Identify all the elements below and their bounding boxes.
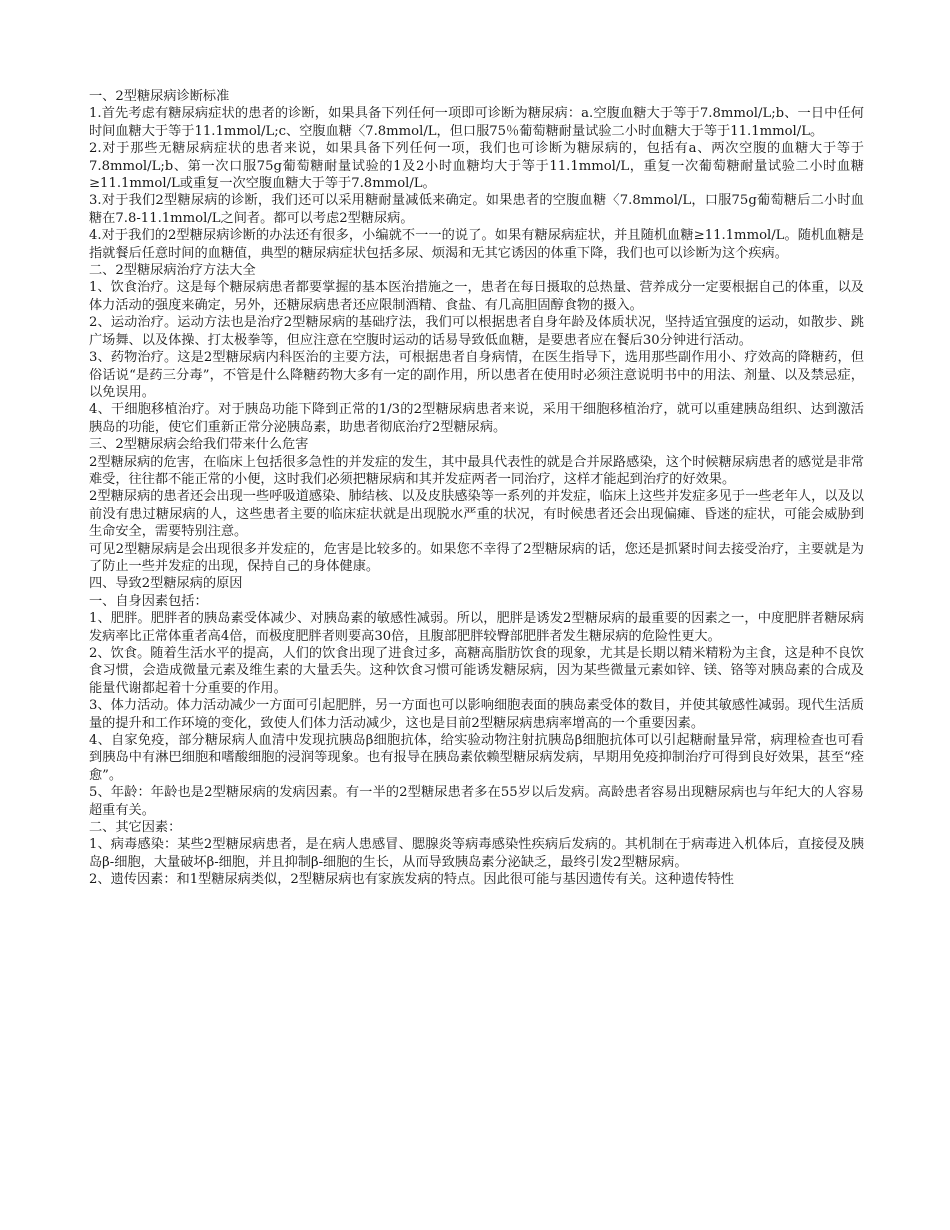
paragraph: 1、病毒感染：某些2型糖尿病患者，是在病人患感冒、腮腺炎等病毒感染性疾病后发病的。其机制在于病毒进入机体后，直接侵及胰岛β-细胞，大量破坏β-细胞，并且抑制β-细胞的生长，从而导致胰岛素分泌缺乏，最终引发2型糖尿病。 (89, 837, 864, 870)
paragraph: 4、自家免疫，部分糖尿病人血清中发现抗胰岛β细胞抗体，给实验动物注射抗胰岛β细胞抗体可以引起糖耐量异常，病理检查也可看到胰岛中有淋巴细胞和嗜酸细胞的浸润等现象。也有报导在胰岛素依赖型糖尿病发病，早期用免疫抑制治疗可得到良好效果，甚至“痊愈”。 (89, 733, 864, 783)
paragraph: 1、肥胖。肥胖者的胰岛素受体减少、对胰岛素的敏感性减弱。所以，肥胖是诱发2型糖尿病的最重要的因素之一，中度肥胖者糖尿病发病率比正常体重者高4倍，而极度肥胖者则要高30倍，且腹部肥胖较臀部肥胖者发生糖尿病的危险性更大。 (89, 611, 864, 644)
paragraph: 4、干细胞移植治疗。对于胰岛功能下降到正常的1/3的2型糖尿病患者来说，采用干细胞移植治疗，就可以重建胰岛组织、达到激活胰岛的功能，使它们重新正常分泌胰岛素，助患者彻底治疗2型糖尿病。 (89, 402, 864, 435)
paragraph: 2、饮食。随着生活水平的提高，人们的饮食出现了进食过多，高糖高脂肪饮食的现象，尤其是长期以精米精粉为主食，这是种不良饮食习惯，会造成微量元素及维生素的大量丢失。这种饮食习惯可能诱发糖尿病，因为某些微量元素如锌、镁、铬等对胰岛素的合成及能量代谢都起着十分重要的作用。 (89, 646, 864, 696)
section-heading-harm: 三、2型糖尿病会给我们带来什么危害 (89, 437, 309, 453)
paragraph: 1、饮食治疗。这是每个糖尿病患者都要掌握的基本医治措施之一，患者在每日摄取的总热量、营养成分一定要根据自己的体重，以及体力活动的强度来确定，另外，还糖尿病患者还应限制酒精、食盐、有几高胆固醇食物的摄入。 (89, 280, 864, 313)
paragraph: 3.对于我们2型糖尿病的诊断，我们还可以采用糖耐量减低来确定。如果患者的空腹血糖〈7.8mmol/L，口服75g葡萄糖后二小时血糖在7.8-11.1mmol/L之间者。都可以考虑2型糖尿病。 (89, 193, 864, 226)
paragraph: 1.首先考虑有糖尿病症状的患者的诊断，如果具备下列任何一项即可诊断为糖尿病：a.空腹血糖大于等于7.8mmol/L;b、一日中任何时间血糖大于等于11.1mmol/L;c、空腹血糖〈7.8mmol/L，但口服75％葡萄糖耐量试验二小时血糖大于等于11.1mmol/L。 (89, 106, 864, 139)
subheading-self-factors: 一、自身因素包括： (89, 593, 208, 609)
paragraph: 2型糖尿病的危害，在临床上包括很多急性的并发症的发生，其中最具代表性的就是合并尿路感染，这个时候糖尿病患者的感觉是非常难受，往往都不能正常的小便，这时我们必须把糖尿病和其并发症两者一同治疗，这样才能起到治疗的好效果。 (89, 454, 864, 487)
paragraph: 2.对于那些无糖尿病症状的患者来说，如果具备下列任何一项，我们也可诊断为糖尿病的，包括有a、两次空腹的血糖大于等于7.8mmol/L;b、第一次口服75g葡萄糖耐量试验的1及2小时血糖均大于等于11.1mmol/L，重复一次葡萄糖耐量试验二小时血糖≥11.1mmol/L或重复一次空腹血糖大于等于7.8mmol/L。 (89, 141, 864, 192)
paragraph: 2型糖尿病的患者还会出现一些呼吸道感染、肺结核、以及皮肤感染等一系列的并发症，临床上这些并发症多见于一些老年人，以及以前没有患过糖尿病的人，这些患者主要的临床症状就是出现脱水严重的状况，有时候患者还会出现偏瘫、昏迷的症状，可能会威胁到生命安全，需要特别注意。 (89, 489, 864, 540)
paragraph: 可见2型糖尿病是会出现很多并发症的，危害是比较多的。如果您不幸得了2型糖尿病的话，您还是抓紧时间去接受治疗，主要就是为了防止一些并发症的出现，保持自己的身体健康。 (89, 541, 864, 574)
paragraph: 5、年龄：年龄也是2型糖尿病的发病因素。有一半的2型糖尿患者多在55岁以后发病。高龄患者容易出现糖尿病也与年纪大的人容易超重有关。 (89, 785, 864, 818)
paragraph: 2、遗传因素：和1型糖尿病类似，2型糖尿病也有家族发病的特点。因此很可能与基因遗传有关。这种遗传特性 (89, 872, 734, 888)
section-heading-diagnosis: 一、2型糖尿病诊断标准 (89, 89, 230, 104)
paragraph: 3、药物治疗。这是2型糖尿病内科医治的主要方法，可根据患者自身病情，在医生指导下，选用那些副作用小、疗效高的降糖药，但俗话说“是药三分毒”，不管是什么降糖药物大多有一定的副作用，所以患者在使用时必须注意说明书中的用法、剂量、以及禁忌症，以免误用。 (89, 350, 864, 400)
subheading-other-factors: 二、其它因素： (89, 820, 182, 836)
paragraph: 4.对于我们的2型糖尿病诊断的办法还有很多，小编就不一一的说了。如果有糖尿病症状，并且随机血糖≥11.1mmol/L。随机血糖是指就餐后任意时间的血糖值，典型的糖尿病症状包括多尿、烦渴和无其它诱因的体重下降，我们也可以诊断为这个疾病。 (89, 228, 864, 261)
section-heading-causes: 四、导致2型糖尿病的原因 (89, 576, 243, 592)
section-heading-treatment: 二、2型糖尿病治疗方法大全 (89, 263, 256, 279)
paragraph: 3、体力活动。体力活动减少一方面可引起肥胖，另一方面也可以影响细胞表面的胰岛素受体的数目，并使其敏感性减弱。现代生活质量的提升和工作环境的变化，致使人们体力活动减少，这也是目前2型糖尿病患病率增高的一个重要因素。 (89, 698, 864, 731)
paragraph: 2、运动治疗。运动方法也是治疗2型糖尿病的基础疗法，我们可以根据患者自身年龄及体质状况，坚持适宜强度的运动，如散步、跳广场舞、以及体操、打太极拳等，但应注意在空腹时运动的话易导致低血糖，是要患者应在餐后30分钟进行活动。 (89, 315, 864, 348)
